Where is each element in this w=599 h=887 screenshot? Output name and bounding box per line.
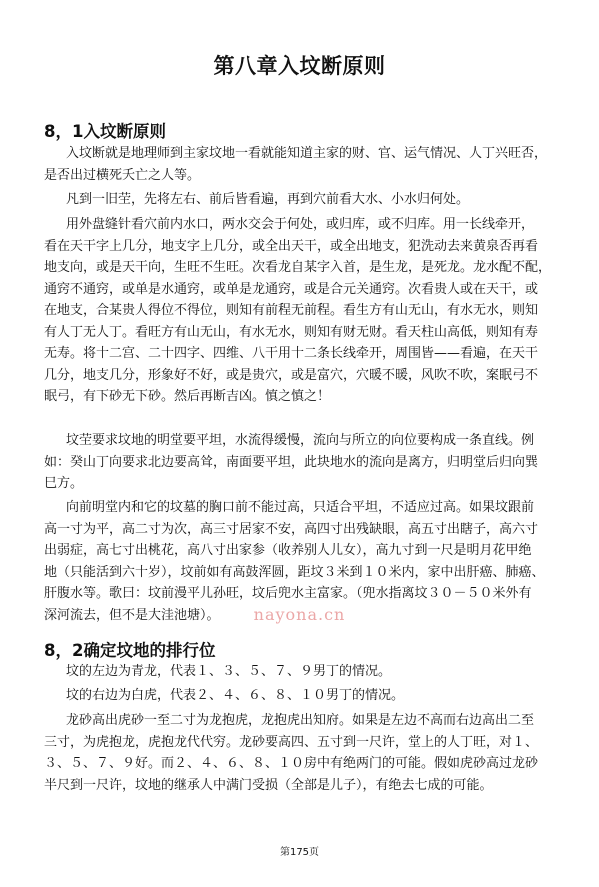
text-line: 地（只能活到六十岁），坟前如有高鼓浑圆，距坟３米到１０米内，家中出肝癌、肺癌、 [44, 564, 545, 580]
paragraph [44, 143, 556, 186]
text-line: ３、５、７、９好。而２、４、６、８、１０房中有绝两门的可能。假如虎砂高过龙砂 [44, 756, 539, 771]
text-line: 有人丁无人丁。看旺方有山无山，有水无水，则知有财无财。看天柱山高低，则知有寿 [44, 324, 539, 340]
paragraph [44, 430, 556, 495]
page-number: 第175页 [279, 847, 320, 858]
text-line: 高一寸为平，高二寸为次，高三寸居家不安，高四寸出残缺眼，高五寸出瞎子，高六寸 [44, 521, 539, 537]
text-line: 通窍不通窍，或单是水通窍，或单是龙通窍，或是合元关通窍。次看贵人或在天干，或 [44, 281, 539, 297]
text-line: 龙砂高出虎砂一至二寸为龙抱虎，龙抱虎出知府。如果是左边不高而右边高出二至 [66, 713, 535, 728]
chapter-title: 第八章入坟断原则 [213, 54, 386, 78]
text-line: 坟的左边为青龙，代表１、３、５、７、９男丁的情况。 [66, 664, 392, 679]
paragraph [66, 189, 556, 211]
text-line: 肝腹水等。歌曰：坟前漫平儿孙旺，坟后兜水主富家。（兜水指离坟３０－５０米外有 [44, 586, 532, 601]
text-line: 无寿。将十二宫、二十四字、四维、八干用十二条长线牵开，周围皆——看遍，在天干 [44, 346, 539, 361]
text-line: 坟的右边为白虎，代表２、４、６、８、１０男丁的情况。 [66, 688, 405, 703]
section-heading: 8，1入坟断原则 [44, 122, 166, 141]
paragraph [44, 710, 556, 796]
text-line: 几分，地支几分，形象好不好，或是贵穴，或是富穴，穴暖不暖，风吹不吹，案眠弓不 [44, 367, 539, 383]
text-line: 用外盘缝针看穴前内水口，两水交会于何处，或归库，或不归库。用一长线牵开， [66, 217, 535, 232]
text-line: 如：癸山丁向要求北边要高耸，南面要平坦，此块地水的流向是离方，归明堂后归向巽 [44, 454, 539, 470]
text-line: 三寸，为虎抱龙，虎抱龙代代穷。龙砂要高四、五寸到一尺许，堂上的人丁旺，对１、 [44, 734, 539, 750]
text-line: 看在天干字上几分，地支字上几分，或全出天干，或全出地支，犯洗动去来黄泉否再看 [44, 238, 539, 254]
watermark: nayona.cn [253, 605, 346, 624]
section-heading: 8，2确定坟地的排行位 [44, 641, 216, 660]
paragraph [44, 214, 556, 408]
text-line: 是否出过横死夭亡之人等。 [44, 167, 201, 183]
text-line: 眠弓，有下砂无下砂。然后再断吉凶。慎之慎之！ [44, 389, 331, 404]
text-line: 半尺到一尺许，坟地的继承人中满门受损（全部是儿子），有绝去七成的可能。 [44, 777, 493, 793]
text-line: 坟茔要求坟地的明堂要平坦，水流得缓慢，流向与所立的向位要构成一条直线。例 [66, 433, 535, 448]
text-line: 出弱症，高七寸出桃花，高八寸出家参（收养别人儿女），高九寸到一尺是明月花甲绝 [44, 543, 532, 558]
text-line: 深河流去，但不是大洼池塘）。 [44, 607, 220, 623]
text-line: 在地支，合某贵人得位不得位，则知有前程无前程。看生方有山无山，有水无水，则知 [44, 303, 539, 318]
text-line: 入坟断就是地理师到主家坟地一看就能知道主家的财、官、运气情况、人丁兴旺否， [66, 146, 548, 161]
paragraph [66, 685, 556, 707]
paragraph [66, 661, 556, 683]
text-line: 凡到一旧茔，先将左右、前后皆看遍，再到穴前看大水、小水归何处。 [66, 192, 470, 207]
text-line: 向前明堂内和它的坟墓的胸口前不能过高，只适合平坦，不适应过高。如果坟跟前 [66, 500, 535, 515]
text-line: 地支向，或是天干向，生旺不生旺。次看龙自某字入首，是生龙，是死龙。龙水配不配， [44, 260, 552, 275]
text-line: 巳方。 [44, 476, 84, 491]
